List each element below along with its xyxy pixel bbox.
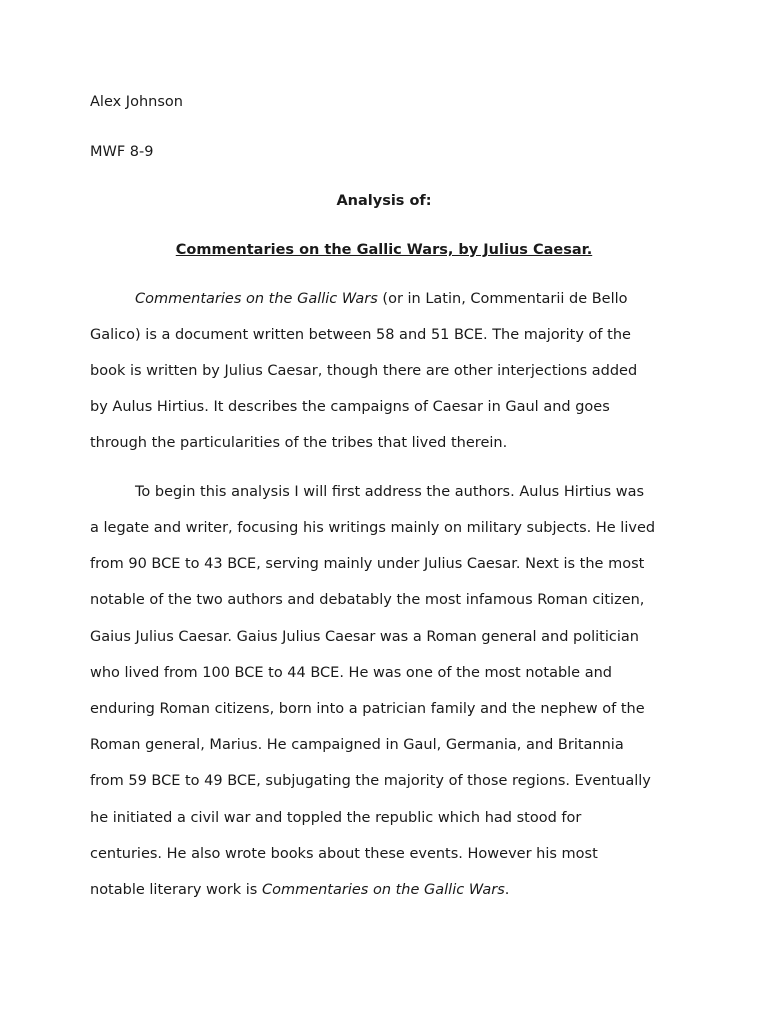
paragraph-2-line: notable of the two authors and debatably the most infamous Roman citizen,: [90, 592, 645, 608]
paragraph-2-last-line: [90, 880, 509, 900]
document-subheading: Commentaries on the Gallic Wars, by Julius Caesar.: [175, 242, 593, 258]
author-name: Alex Johnson: [90, 94, 183, 110]
paragraph-2-line: from 59 BCE to 49 BCE, subjugating the majority of those regions. Eventually: [90, 773, 651, 789]
paragraph-2-line: a legate and writer, focusing his writings mainly on military subjects. He lived: [90, 520, 656, 536]
document-heading: Analysis of:: [336, 193, 432, 209]
paragraph-1-line: book is written by Julius Caesar, though there are other interjections added: [90, 363, 638, 379]
paragraph-2-line: from 90 BCE to 43 BCE, serving mainly under Julius Caesar. Next is the most: [90, 556, 645, 572]
paragraph-1-line-1-text: (or in Latin, Commentarii de Bello: [377, 291, 628, 307]
paragraph-2-last-line-start: notable literary work is: [90, 882, 262, 898]
book-title-italic: Commentaries on the Gallic Wars: [135, 291, 378, 307]
paragraph-2-line: he initiated a civil war and toppled the republic which had stood for: [90, 810, 582, 826]
class-time: MWF 8-9: [90, 144, 154, 160]
paragraph-2-last-line-end: .: [504, 882, 510, 898]
paragraph-1-line: by Aulus Hirtius. It describes the campaigns of Caesar in Gaul and goes: [90, 399, 610, 415]
paragraph-1-line-1: [135, 289, 628, 309]
paragraph-2-line-1: To begin this analysis I will first address the authors. Aulus Hirtius was: [135, 484, 645, 500]
paragraph-2-line: who lived from 100 BCE to 44 BCE. He was one of the most notable and: [90, 665, 612, 681]
paragraph-1-line: through the particularities of the tribes that lived therein.: [90, 435, 508, 451]
book-title-italic: Commentaries on the Gallic Wars: [261, 882, 505, 898]
paragraph-2-line: Gaius Julius Caesar. Gaius Julius Caesar was a Roman general and politician: [90, 629, 639, 645]
paragraph-2-line: enduring Roman citizens, born into a patrician family and the nephew of the: [90, 701, 645, 717]
paragraph-2-line: Roman general, Marius. He campaigned in Gaul, Germania, and Britannia: [90, 737, 624, 753]
paragraph-2-line: centuries. He also wrote books about these events. However his most: [90, 846, 598, 862]
paragraph-1-line: Galico) is a document written between 58 and 51 BCE. The majority of the: [90, 327, 631, 343]
